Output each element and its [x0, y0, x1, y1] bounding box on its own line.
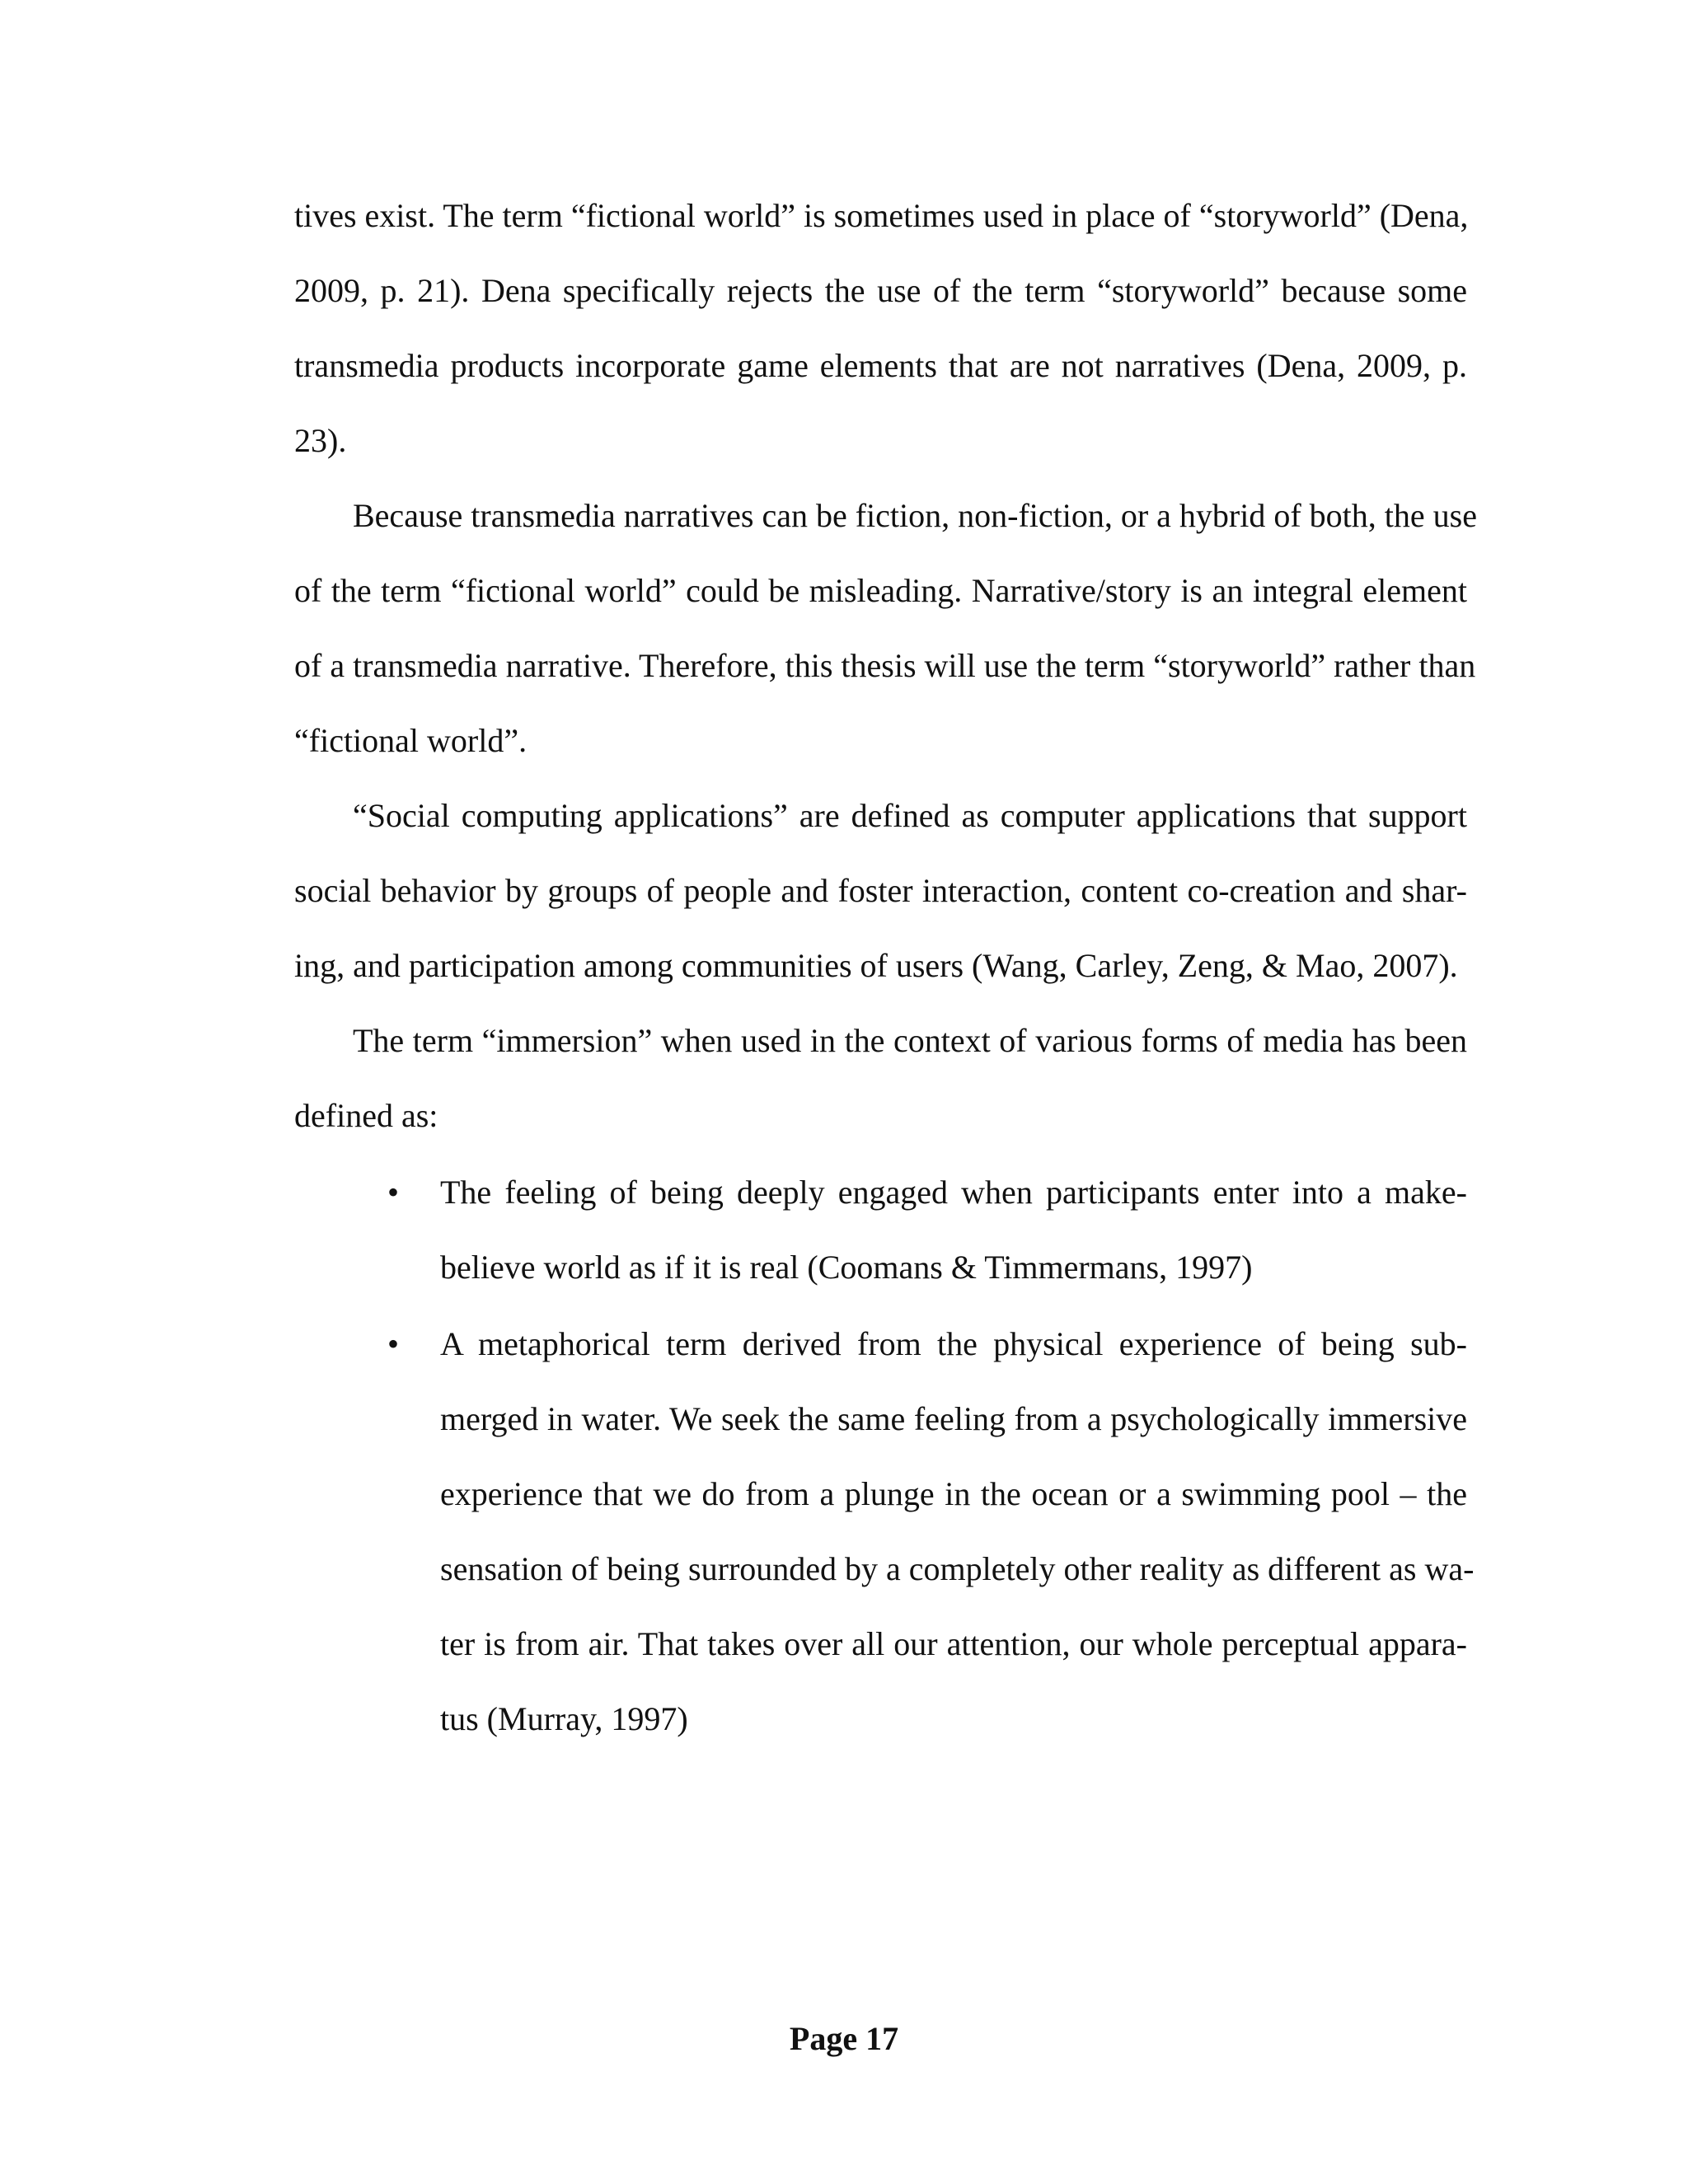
bullet-marker: •: [387, 1325, 400, 1362]
page-number: Page 17: [789, 2020, 899, 2057]
paragraph-line: transmedia products incorporate game elements that are not narratives (Dena, 2009, p.: [294, 347, 1467, 384]
paragraph-line: Because transmedia narratives can be fiction, non-fiction, or a hybrid of both, the use: [353, 497, 1477, 534]
bullet-line: tus (Murray, 1997): [440, 1700, 688, 1737]
paragraph-line: 23).: [294, 422, 347, 459]
paragraph-line: ing, and participation among communities of users (Wang, Carley, Zeng, & Mao, 2007).: [294, 947, 1458, 984]
bullet-line: believe world as if it is real (Coomans & Timmermans, 1997): [440, 1249, 1253, 1286]
bullet-line: A metaphorical term derived from the physical experience of being sub-: [440, 1325, 1467, 1362]
paragraph-line: of a transmedia narrative. Therefore, this thesis will use the term “storyworld” rather than: [294, 647, 1476, 684]
paragraph-line: “Social computing applications” are defined as computer applications that support: [353, 797, 1467, 834]
bullet-line: ter is from air. That takes over all our attention, our whole perceptual appara-: [440, 1625, 1467, 1662]
paragraph-line: social behavior by groups of people and foster interaction, content co-creation and shar-: [294, 872, 1467, 909]
bullet-marker: •: [387, 1174, 400, 1211]
bullet-line: The feeling of being deeply engaged when participants enter into a make-: [440, 1174, 1467, 1211]
paragraph-line: of the term “fictional world” could be misleading. Narrative/story is an integral element: [294, 572, 1467, 609]
paragraph-line: 2009, p. 21). Dena specifically rejects the use of the term “storyworld” because some: [294, 272, 1467, 309]
paragraph-line: “fictional world”.: [294, 722, 528, 759]
paragraph-line: defined as:: [294, 1097, 438, 1134]
paragraph-line: tives exist. The term “fictional world” is sometimes used in place of “storyworld” (Dena,: [294, 197, 1469, 234]
paragraph-line: The term “immersion” when used in the context of various forms of media has been: [353, 1022, 1467, 1059]
bullet-line: sensation of being surrounded by a completely other reality as different as wa-: [440, 1550, 1475, 1587]
bullet-line: experience that we do from a plunge in the ocean or a swimming pool – the: [440, 1475, 1467, 1512]
bullet-line: merged in water. We seek the same feeling from a psychologically immersive: [440, 1400, 1467, 1437]
